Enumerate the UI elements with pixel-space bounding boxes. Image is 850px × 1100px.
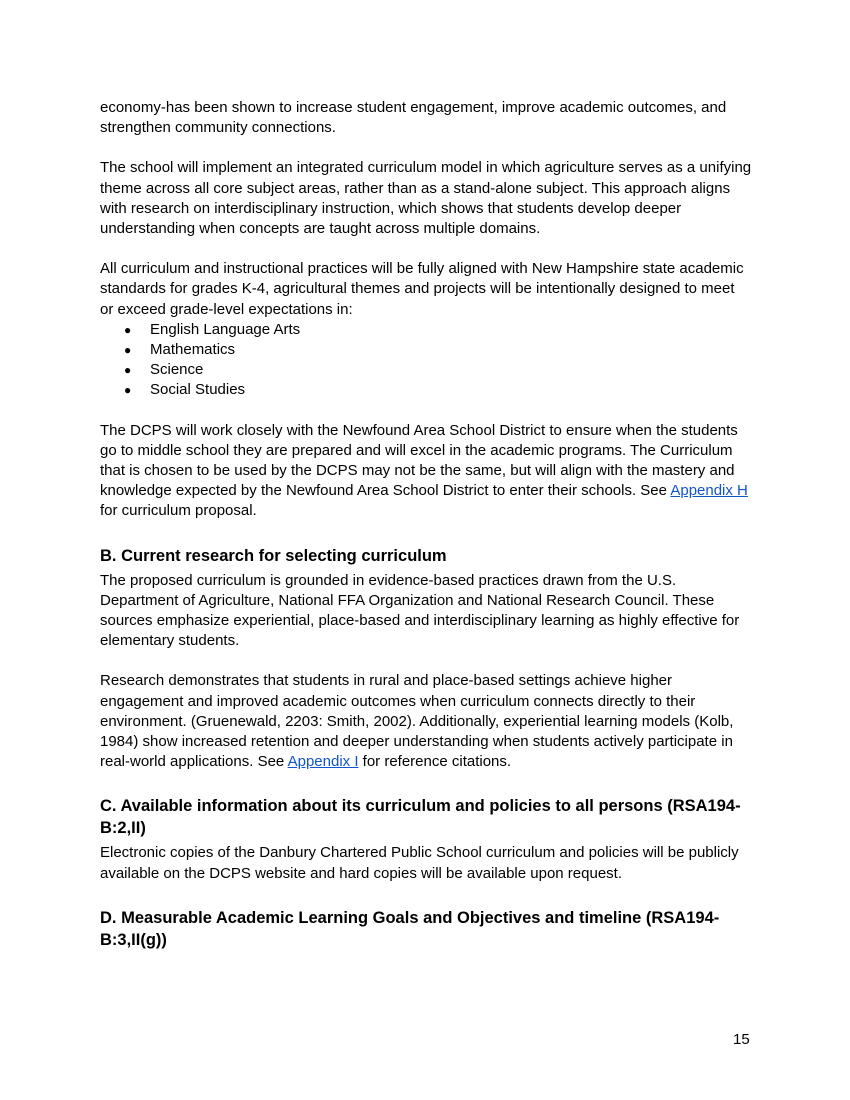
bullet-icon: ● <box>124 343 132 358</box>
bullet-icon: ● <box>124 322 132 337</box>
page-number: 15 <box>733 1031 750 1048</box>
section-c-heading: C. Available information about its curriculum and policies to all persons (RSA194-B:2,II) <box>100 797 741 838</box>
appendix-h-link[interactable]: Appendix H <box>670 482 748 500</box>
document-page <box>100 98 752 951</box>
section-d-heading: D. Measurable Academic Learning Goals and Objectives and timeline (RSA194-B:3,II(g)) <box>100 908 720 949</box>
bullet-icon: ● <box>124 363 132 378</box>
paragraph-standards-alignment: All curriculum and instructional practices will be fully aligned with New Hampshire state academic standards for grades K-4, agricultural themes and projects will be intentionally designed to meet or exceed grade-level expectations in: <box>100 260 744 318</box>
list-item: ● Science <box>100 360 752 380</box>
bullet-icon: ● <box>124 383 132 398</box>
section-b-heading: B. Current research for selecting curriculum <box>100 546 447 565</box>
list-item: ● Social Studies <box>100 380 752 400</box>
paragraph-research: Research demonstrates that students in rural and place-based settings achieve higher engagement and improved academic outcomes when curriculum connects directly to their environment. (Gruenewald, 2203: Smith, 2002). Additionally, experiential learning models (Kolb, 1984) show increased retention and deeper understanding when students actively participate in real-world applications. See Appendix I for reference citations. <box>100 672 734 771</box>
paragraph-electronic-copies: Electronic copies of the Danbury Chartered Public School curriculum and policies will be publicly available on the DCPS website and hard copies will be available upon request. <box>100 844 739 882</box>
paragraph-evidence-based: The proposed curriculum is grounded in evidence-based practices drawn from the U.S. Department of Agriculture, National FFA Organization and National Research Council. These sources emphasize experiential, place-based and interdisciplinary learning as highly effective for elementary students. <box>100 571 740 650</box>
subject-list <box>100 320 752 401</box>
list-item: ● Mathematics <box>100 340 752 360</box>
appendix-i-link[interactable]: Appendix I <box>287 753 359 771</box>
list-item: ● English Language Arts <box>100 320 752 340</box>
paragraph-economy: economy-has been shown to increase student engagement, improve academic outcomes, and strengthen community connections. <box>100 99 727 137</box>
paragraph-integrated-curriculum: The school will implement an integrated curriculum model in which agriculture serves as a unifying theme across all core subject areas, rather than as a stand-alone subject. This approach aligns with research on interdisciplinary instruction, which shows that students develop deeper understanding when concepts are taught across multiple domains. <box>100 159 752 238</box>
paragraph-middle-school-preparation: The DCPS will work closely with the Newfound Area School District to ensure when the students go to middle school they are prepared and will excel in the academic programs. The Curriculum that is chosen to be used by the DCPS may not be the same, but will align with the mastery and knowledge expected by the Newfound Area School District to enter their schools. See Appendix H for curriculum proposal. <box>100 421 748 520</box>
